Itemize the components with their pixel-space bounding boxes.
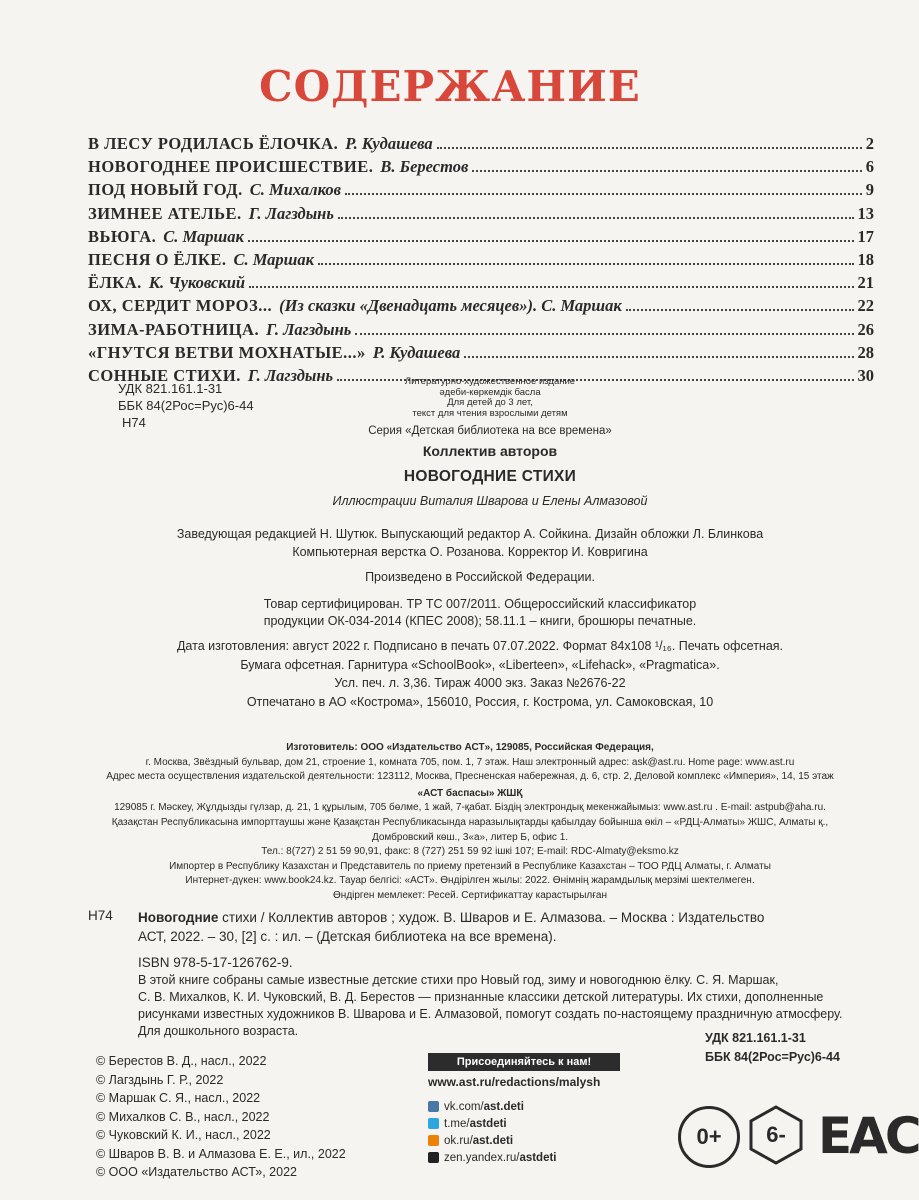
toc-author: Г. Лагздынь bbox=[248, 203, 334, 223]
age-rating-text: 6- bbox=[766, 1122, 786, 1147]
toc-row[interactable] bbox=[88, 134, 874, 157]
toc-leader-dots bbox=[248, 240, 854, 242]
toc-row[interactable] bbox=[88, 157, 874, 180]
social-prefix: ok.ru/ bbox=[444, 1134, 473, 1147]
print-line: Бумага офсетная. Гарнитура «SchoolBook», «Liberteen», «Lifehack», «Pragmatica». bbox=[240, 657, 720, 672]
social-handle: astdeti bbox=[519, 1151, 557, 1164]
toc-row[interactable] bbox=[88, 250, 874, 273]
toc-row[interactable] bbox=[88, 296, 874, 319]
toc-author: К. Чуковский bbox=[148, 273, 246, 293]
toc-page-number: 17 bbox=[857, 226, 874, 246]
copyright-line: © Михалков С. В., насл., 2022 bbox=[96, 1109, 270, 1124]
toc-page-number: 30 bbox=[857, 365, 874, 385]
toc-author: С. Маршак bbox=[233, 249, 315, 269]
eac-mark: EAC bbox=[818, 1107, 919, 1165]
age-rating-6-minus bbox=[745, 1104, 807, 1166]
toc-leader-dots bbox=[355, 333, 853, 335]
toc-page-number: 2 bbox=[865, 134, 874, 153]
copyright-line: © Шваров В. В. и Алмазова Е. Е., ил., 2022 bbox=[96, 1146, 346, 1161]
staff-credits bbox=[110, 525, 830, 561]
toc-page-number: 18 bbox=[857, 249, 874, 269]
odnoklassniki-icon bbox=[428, 1135, 439, 1146]
imprint-line: Тел.: 8(727) 2 51 59 90,91, факс: 8 (727) 251 59 92 ішкі 107; E-mail: RDC-Almaty@eksmo.kz bbox=[261, 846, 679, 858]
toc-page-number: 13 bbox=[857, 203, 874, 223]
toc-author: С. Маршак bbox=[163, 226, 244, 246]
social-prefix: vk.com/ bbox=[444, 1100, 484, 1113]
zen-icon bbox=[428, 1152, 439, 1163]
toc-title: СОННЫЕ СТИХИ. bbox=[88, 365, 241, 385]
imprint-line: Интернет-дүкен: www.book24.kz. Тауар белгісі: «АСТ». Өндірілген жылы: 2022. Өнімнің жарамдылық мерзімі шектелмеген. bbox=[185, 875, 755, 887]
udk-bbk-right bbox=[705, 1029, 840, 1067]
page-title: СОДЕРЖАНИЕ bbox=[259, 62, 641, 111]
table-of-contents bbox=[88, 134, 874, 389]
biblio-code: Н74 bbox=[88, 908, 113, 923]
toc-leader-dots bbox=[472, 170, 861, 172]
social-link[interactable] bbox=[428, 1098, 557, 1115]
isbn: ISBN 978-5-17-126762-9. bbox=[138, 955, 293, 970]
edition-note: әдеби-көркемдік басла bbox=[439, 386, 541, 398]
staff-line: Заведующая редакцией Н. Шутюк. Выпускающий редактор А. Сойкина. Дизайн обложки Л. Блинкова bbox=[176, 527, 764, 541]
imprint-line: 129085 г. Мәскеу, Жұлдызды гүлзар, д. 21, 1 құрылым, 705 бөлме, 1 жай, 7-қабат. Біздің электрондық мекенжайымыз: www.ast.ru . E-mail: astpub@aha.ru. bbox=[114, 802, 826, 814]
copyright-line: © Берестов В. Д., насл., 2022 bbox=[96, 1054, 267, 1068]
toc-author: С. Михалков bbox=[249, 180, 341, 200]
print-line: Усл. печ. л. 3,36. Тираж 4000 экз. Заказ №2676-22 bbox=[334, 676, 626, 690]
toc-author: В. Берестов bbox=[380, 157, 469, 177]
toc-row[interactable] bbox=[88, 320, 874, 343]
imprint-line: Изготовитель: ООО «Издательство АСТ», 129085, Российская Федерация, bbox=[286, 742, 654, 753]
abstract-line: Для дошкольного возраста. bbox=[138, 1024, 299, 1038]
cert-line: продукции ОК-034-2014 (КПЕС 2008); 58.11.1 – книги, брошюры печатные. bbox=[263, 614, 697, 628]
edition-note: текст для чтения взрослыми детям bbox=[412, 407, 568, 419]
udk-code: УДК 821.161.1-31 bbox=[118, 381, 223, 396]
toc-page-number: 9 bbox=[865, 180, 874, 200]
toc-title: ОХ, СЕРДИТ МОРОЗ... bbox=[88, 296, 273, 316]
biblio-description bbox=[138, 908, 878, 972]
toc-row[interactable] bbox=[88, 227, 874, 250]
imprint-line: Қазақстан Республикасына импорттаушы және Қазақстан Республикасында наразылықтарды қабылдау бойынша өкіл – «РДЦ-Алматы» ЖШС, Алматы қ., bbox=[111, 816, 829, 828]
toc-row[interactable] bbox=[88, 180, 874, 203]
toc-leader-dots bbox=[437, 147, 862, 149]
edition-note: Для детей до 3 лет, bbox=[447, 397, 533, 408]
toc-page-number: 21 bbox=[857, 273, 874, 293]
abstract-line: В этой книге собраны самые известные детские стихи про Новый год, зиму и новогоднюю ёлку. С. Я. Маршак, bbox=[138, 973, 779, 987]
toc-page-number: 26 bbox=[857, 319, 874, 339]
toc-leader-dots bbox=[318, 263, 853, 265]
toc-author: Г. Лагздынь bbox=[266, 319, 352, 339]
print-line: Отпечатано в АО «Кострома», 156010, Россия, г. Кострома, ул. Самоковская, 10 bbox=[246, 694, 714, 709]
biblio-desc: стихи / Коллектив авторов ; худож. В. Шваров и Е. Алмазова. – Москва : Издательство bbox=[218, 910, 765, 925]
imprint-line: Адрес места осуществления издательской деятельности: 123112, Москва, Пресненская набережная, д. 6, стр. 2, Деловой комплекс «Империя», 14, 15 этаж bbox=[106, 771, 834, 783]
vk-icon bbox=[428, 1101, 439, 1112]
age-rating-0-plus: 0+ bbox=[678, 1106, 740, 1168]
toc-row[interactable] bbox=[88, 204, 874, 227]
social-prefix: zen.yandex.ru/ bbox=[444, 1151, 520, 1164]
series-name: Серия «Детская библиотека на все времена» bbox=[368, 425, 612, 437]
illustrations-credit: Иллюстрации Виталия Шварова и Елены Алмазовой bbox=[332, 494, 648, 508]
toc-author: Р. Кудашева bbox=[372, 342, 461, 362]
toc-title: ВЬЮГА. bbox=[88, 226, 157, 246]
edition-notes bbox=[340, 377, 640, 419]
produced-in: Произведено в Российской Федерации. bbox=[365, 570, 595, 584]
toc-title: В ЛЕСУ РОДИЛАСЬ ЁЛОЧКА. bbox=[88, 134, 339, 153]
bbk-right: ББК 84(2Рос=Рус)6-44 bbox=[705, 1050, 840, 1064]
toc-page-number: 22 bbox=[857, 296, 874, 316]
copyright-line: © ООО «Издательство АСТ», 2022 bbox=[96, 1165, 297, 1179]
copyright-line: © Чуковский К. И., насл., 2022 bbox=[96, 1128, 271, 1142]
social-links bbox=[428, 1098, 557, 1166]
toc-author: (Из сказки «Двенадцать месяцев»). С. Маршак bbox=[279, 296, 622, 316]
print-line: Дата изготовления: август 2022 г. Подписано в печать 07.07.2022. Формат 84х108 ¹/₁₆. Печать офсетная. bbox=[176, 639, 784, 653]
social-link[interactable] bbox=[428, 1132, 557, 1149]
copyright-line: © Лагздынь Г. Р., 2022 bbox=[96, 1072, 224, 1087]
classification-block bbox=[118, 380, 254, 431]
biblio-title-bold: Новогодние bbox=[138, 910, 219, 925]
copyright-line: © Маршак С. Я., насл., 2022 bbox=[96, 1091, 261, 1105]
bbk-code: ББК 84(2Рос=Рус)6-44 bbox=[118, 398, 254, 413]
social-handle: astdeti bbox=[469, 1117, 507, 1130]
toc-title: ПОД НОВЫЙ ГОД. bbox=[88, 180, 243, 200]
staff-line: Компьютерная верстка О. Розанова. Корректор И. Ковригина bbox=[292, 545, 648, 559]
imprint-line: г. Москва, Звёздный бульвар, дом 21, строение 1, комната 705, пом. 1, 7 этаж. Наш электронный адрес: ask@ast.ru. Home page: www.ast.ru bbox=[145, 756, 795, 768]
malysh-site-link[interactable]: www.ast.ru/redactions/malysh bbox=[428, 1075, 601, 1089]
toc-author: Г. Лагздынь bbox=[247, 365, 334, 385]
imprint-line: Импортер в Республику Казахстан и Представитель по приему претензий в Республике Казахстан – ТОО РДЦ Алматы, г. Алматы bbox=[169, 860, 771, 872]
join-us-banner: Присоединяйтесь к нам! bbox=[428, 1053, 620, 1071]
toc-author: Р. Кудашева bbox=[345, 134, 433, 153]
imprint-line: «АСТ баспасы» ЖШҚ bbox=[417, 787, 523, 799]
abstract-line: С. В. Михалков, К. И. Чуковский, В. Д. Берестов — признанные классики детской литературы. Их стихи, дополненные bbox=[138, 990, 824, 1004]
social-handle: ast.deti bbox=[483, 1100, 524, 1113]
social-link[interactable] bbox=[428, 1115, 557, 1132]
toc-page-number: 6 bbox=[865, 157, 874, 177]
social-prefix: t.me/ bbox=[444, 1117, 470, 1130]
edition-note: Литературно-художественное издание bbox=[404, 376, 576, 387]
toc-title: НОВОГОДНЕЕ ПРОИСШЕСТВИЕ. bbox=[88, 157, 374, 177]
social-handle: ast.deti bbox=[472, 1134, 514, 1147]
toc-page-number: 28 bbox=[857, 342, 874, 362]
telegram-icon bbox=[428, 1118, 439, 1129]
imprint-block bbox=[60, 741, 880, 904]
social-link[interactable] bbox=[428, 1149, 557, 1166]
toc-leader-dots bbox=[626, 309, 854, 311]
cert-line: Товар сертифицирован. ТР ТС 007/2011. Общероссийский классификатор bbox=[263, 597, 697, 611]
udk-right: УДК 821.161.1-31 bbox=[705, 1031, 806, 1045]
toc-leader-dots bbox=[464, 356, 853, 358]
imprint-line: Домбровский көш., 3«а», литер Б, офис 1. bbox=[371, 831, 569, 843]
toc-leader-dots bbox=[249, 286, 853, 288]
collective-authors: Коллектив авторов bbox=[422, 443, 558, 459]
copyright-list bbox=[96, 1052, 346, 1182]
author-code: Н74 bbox=[122, 415, 146, 430]
toc-leader-dots bbox=[338, 217, 854, 219]
book-title: НОВОГОДНИЕ СТИХИ bbox=[403, 468, 577, 485]
imprint-line: Өндірген мемлекет: Ресей. Сертификаттау карастырылған bbox=[333, 889, 607, 901]
toc-title: ПЕСНЯ О ЁЛКЕ. bbox=[88, 249, 227, 269]
toc-title: ЗИМНЕЕ АТЕЛЬЕ. bbox=[88, 203, 242, 223]
toc-title: ЗИМА-РАБОТНИЦА. bbox=[88, 319, 260, 339]
toc-title: ЁЛКА. bbox=[88, 273, 142, 293]
print-info bbox=[110, 637, 850, 711]
certification bbox=[130, 596, 830, 630]
toc-row[interactable] bbox=[88, 273, 874, 296]
biblio-desc-line2: АСТ, 2022. – 30, [2] с. : ил. – (Детская библиотека на все времена). bbox=[138, 929, 557, 944]
toc-row[interactable] bbox=[88, 343, 874, 366]
abstract-line: рисунками известных художников В. Шварова и Е. Алмазовой, помогут создать по-настоящему праздничную атмосферу. bbox=[138, 1007, 843, 1021]
toc-leader-dots bbox=[345, 193, 862, 195]
toc-title: «ГНУТСЯ ВЕТВИ МОХНАТЫЕ...» bbox=[88, 342, 366, 362]
